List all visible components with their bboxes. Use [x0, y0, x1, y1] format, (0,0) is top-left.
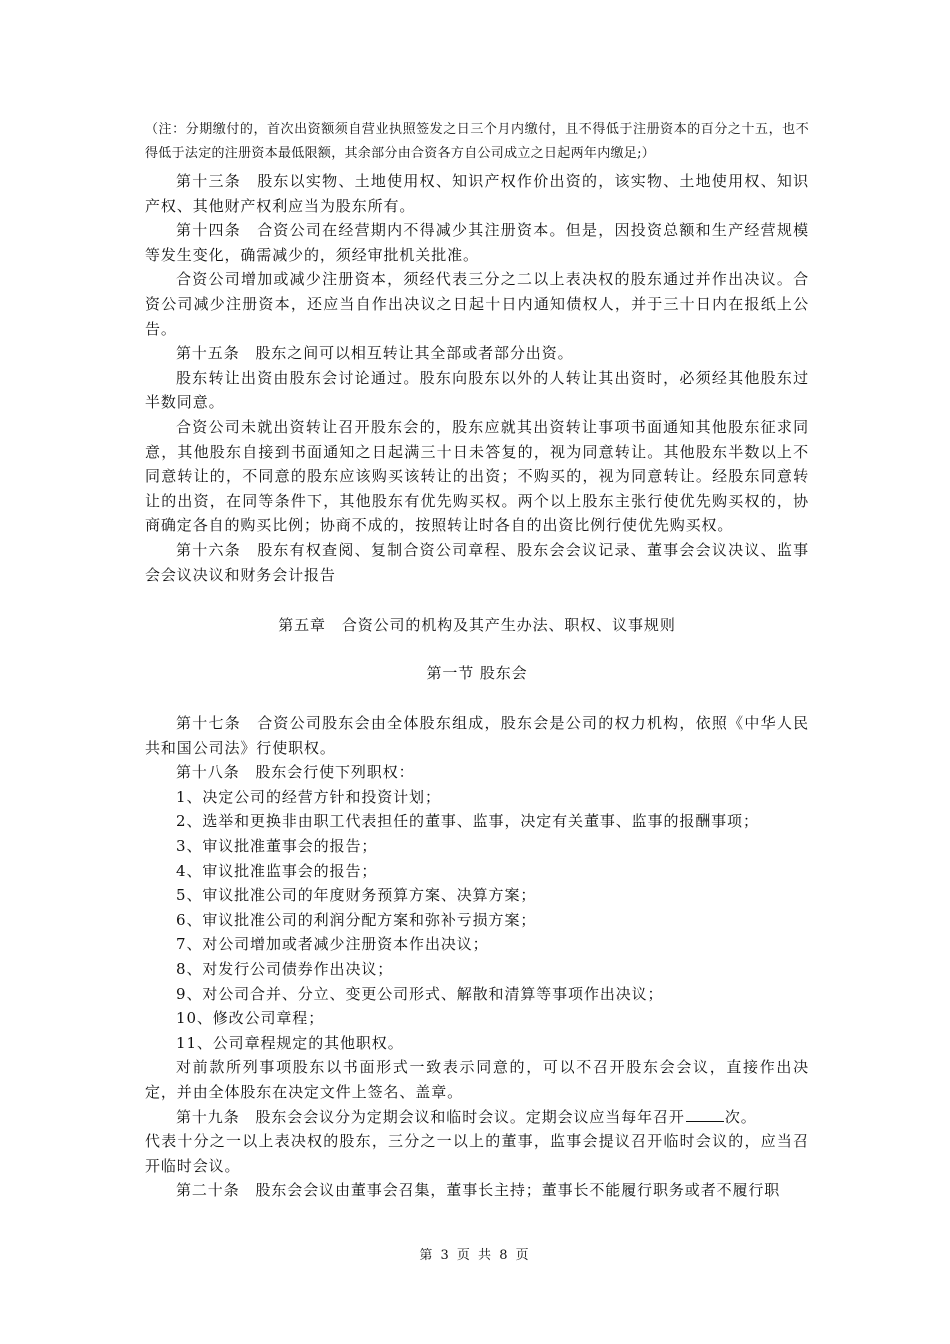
capital-change-paragraph: 合资公司增加或减少注册资本，须经代表三分之二以上表决权的股东通过并作出决议。合资公司减少注册资本，还应当自作出决议之日起十日内通知债权人，并于三十日内在报纸上公告。 — [145, 270, 809, 338]
list-item: 8、对发行公司债券作出决议； — [176, 960, 394, 979]
list-item: 3、审议批准董事会的报告； — [176, 837, 378, 856]
article-15: 第十五条 股东之间可以相互转让其全部或者部分出资。 — [176, 344, 574, 363]
list-item: 7、对公司增加或者减少注册资本作出决议； — [176, 935, 489, 954]
article-20: 第二十条 股东会会议由董事会召集，董事长主持；董事长不能履行职务或者不履行职 — [176, 1181, 781, 1200]
article-18: 第十八条 股东会行使下列职权： — [176, 763, 415, 782]
article-17: 第十七条 合资公司股东会由全体股东组成，股东会是公司的权力机构，依照《中华人民共和国公司法》行使职权。 — [145, 714, 809, 757]
transfer-notice-paragraph: 合资公司未就出资转让召开股东会的，股东应就其出资转让事项书面通知其他股东征求同意，其他股东自接到书面通知之日起满三十日未答复的，视为同意转让。其他股东半数以上不同意转让的，不同意的股东应该购买该转让的出资；不购买的，视为同意转让。经股东同意转让的出资，在同等条件下，其他股东有优先购买权。两个以上股东主张行使优先购买权的，协商确定各自的购买比例；协商不成的，按照转让时各自的出资比例行使优先购买权。 — [145, 417, 809, 535]
list-item: 10、修改公司章程； — [176, 1009, 325, 1028]
chapter-title: 第五章 合资公司的机构及其产生办法、职权、议事规则 — [278, 616, 676, 635]
fill-in-blank — [686, 1107, 724, 1122]
list-item: 6、审议批准公司的利润分配方案和弥补亏损方案； — [176, 910, 537, 929]
transfer-approval-paragraph: 股东转让出资由股东会讨论通过。股东向股东以外的人转让其出资时，必须经其他股东过半数同意。 — [145, 368, 809, 412]
article-13: 第十三条 股东以实物、土地使用权、知识产权作价出资的，该实物、土地使用权、知识产权、其他财产权利应当为股东所有。 — [145, 172, 809, 215]
list-item: 11、公司章程规定的其他职权。 — [176, 1033, 404, 1052]
article-19 — [145, 1105, 809, 1130]
list-item: 9、对公司合并、分立、变更公司形式、解散和清算等事项作出决议； — [176, 984, 664, 1003]
article-16: 第十六条 股东有权查阅、复制合资公司章程、股东会会议记录、董事会会议决议、监事会会议决议和财务会计报告 — [145, 540, 809, 584]
list-item: 4、审议批准监事会的报告； — [176, 861, 378, 880]
list-item: 2、选举和更换非由职工代表担任的董事、监事，决定有关董事、监事的报酬事项； — [176, 812, 759, 831]
interim-meeting-paragraph: 代表十分之一以上表决权的股东，三分之一以上的董事，监事会提议召开临时会议的，应当召开临时会议。 — [145, 1132, 809, 1175]
article-19-suffix: 次。 — [724, 1107, 757, 1126]
article-19-text: 第十九条 股东会会议分为定期会议和临时会议。定期会议应当每年召开 — [176, 1107, 685, 1126]
list-item: 5、审议批准公司的年度财务预算方案、决算方案； — [176, 886, 537, 905]
list-item: 1、决定公司的经营方针和投资计划； — [176, 787, 441, 806]
written-consent-paragraph: 对前款所列事项股东以书面形式一致表示同意的，可以不召开股东会会议，直接作出决定，并由全体股东在决定文件上签名、盖章。 — [145, 1058, 809, 1101]
article-14: 第十四条 合资公司在经营期内不得减少其注册资本。但是，因投资总额和生产经营规模等发生变化，确需减少的，须经审批机关批准。 — [145, 221, 809, 264]
section-title: 第一节 股东会 — [426, 664, 528, 683]
payment-note: （注：分期缴付的，首次出资额须自营业执照签发之日三个月内缴付，且不得低于注册资本的百分之十五，也不得低于法定的注册资本最低限额，其余部分由合资各方自公司成立之日起两年内缴足;） — [145, 122, 809, 161]
page-number-footer: 第 3 页 共 8 页 — [419, 1248, 531, 1263]
page-body — [145, 118, 809, 1203]
